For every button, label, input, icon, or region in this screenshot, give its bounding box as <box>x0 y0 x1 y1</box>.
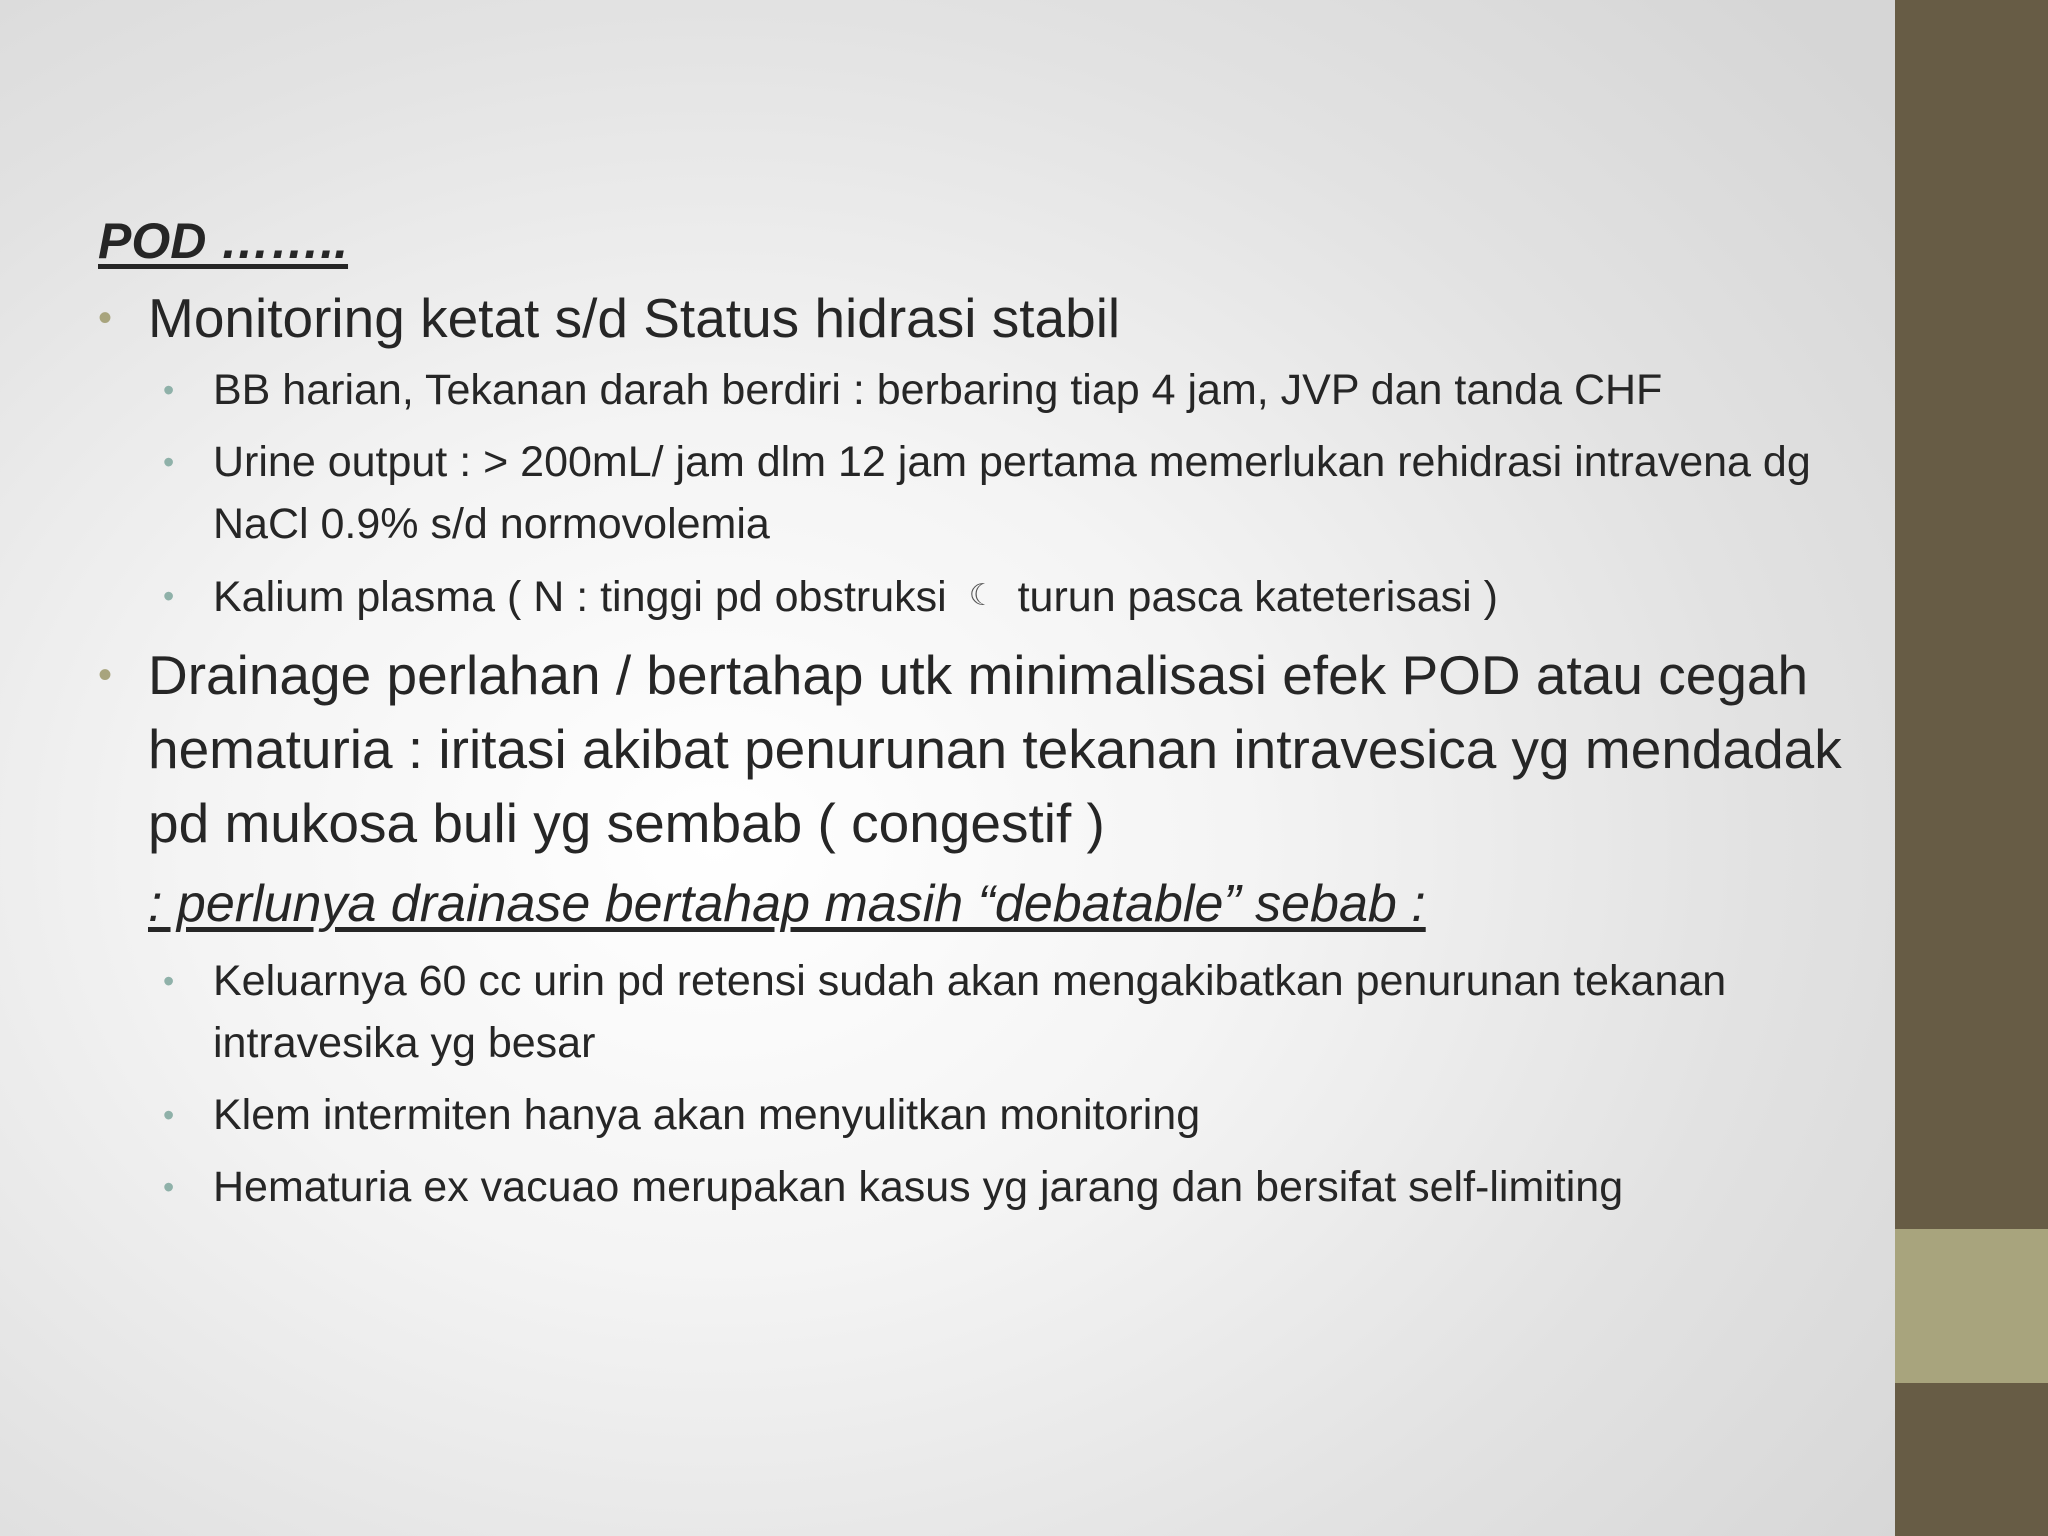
sub-bullet <box>98 359 1888 421</box>
bullet-monitoring <box>98 281 1888 355</box>
bullet-dot-icon: • <box>98 296 113 340</box>
sub-bullet-dot-icon: • <box>163 444 175 480</box>
sub-bullet-text: BB harian, Tekanan darah berdiri : berbaring tiap 4 jam, JVP dan tanda CHF <box>213 366 1663 414</box>
bullet-text: Monitoring ketat s/d Status hidrasi stabil <box>148 287 1121 349</box>
debatable-note: : perlunya drainase bertahap masih “debatable” sebab : <box>148 875 1426 933</box>
sub-bullet-text: Keluarnya 60 cc urin pd retensi sudah akan mengakibatkan penurunan tekanan intravesika yg besar <box>213 957 1727 1067</box>
slide-heading: POD …….. <box>98 213 349 269</box>
kalium-text-end: turun pasca kateterisasi ) <box>1017 573 1498 621</box>
sub-bullet-dot-icon: • <box>163 1169 175 1205</box>
bullet-text: Drainage perlahan / bertahap utk minimalisasi efek POD atau cegah hematuria : iritasi akibat penurunan tekanan intravesica yg mendadak pd mukosa buli yg sembab ( congestif ) <box>148 644 1842 854</box>
right-accent-band <box>1895 1229 2048 1383</box>
sub-bullet <box>98 431 1888 555</box>
sub-bullet-dot-icon: • <box>163 372 175 408</box>
sub-bullet-kalium <box>98 565 1888 628</box>
sub-bullet <box>98 950 1888 1074</box>
sub-bullet <box>98 1156 1888 1218</box>
right-accent-bar <box>1895 0 2048 1536</box>
sub-bullet-dot-icon: • <box>163 1097 175 1133</box>
moon-symbol-icon: ☾ <box>968 578 996 613</box>
bullet-drainage <box>98 638 1888 860</box>
sub-bullet-dot-icon: • <box>163 963 175 999</box>
sub-bullet <box>98 1084 1888 1146</box>
sub-bullet-text: Klem intermiten hanya akan menyulitkan monitoring <box>213 1091 1201 1139</box>
bullet-dot-icon: • <box>98 653 113 697</box>
sub-bullet-dot-icon: • <box>163 578 175 614</box>
sub-bullet-text: Hematuria ex vacuao merupakan kasus yg jarang dan bersifat self-limiting <box>213 1163 1624 1211</box>
kalium-text-start: Kalium plasma ( N : tinggi pd obstruksi <box>213 573 947 621</box>
sub-bullet-text: Urine output : > 200mL/ jam dlm 12 jam pertama memerlukan rehidrasi intravena dg NaCl 0.9% s/d normovolemia <box>213 438 1811 548</box>
slide-content <box>98 205 1888 1228</box>
